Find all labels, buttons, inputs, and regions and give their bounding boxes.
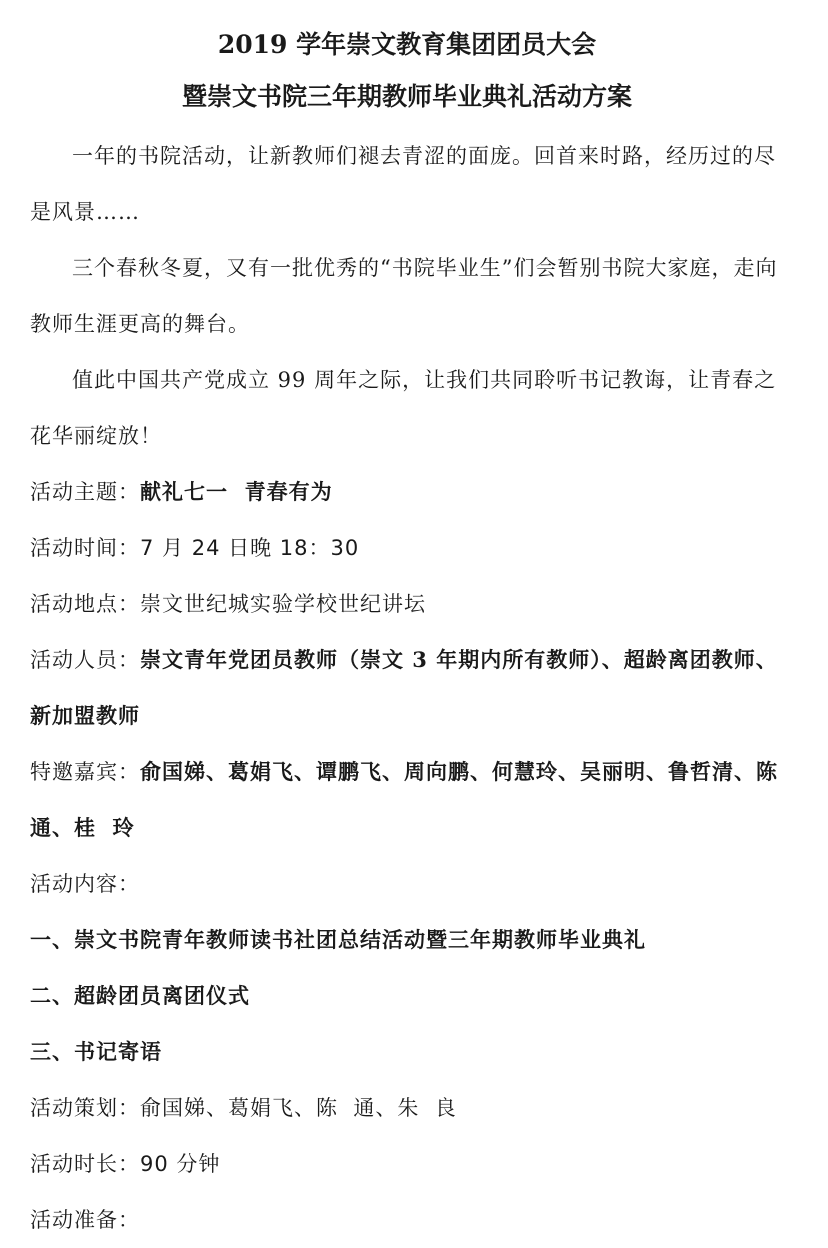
content-item-2: 二、超龄团员离团仪式	[30, 983, 250, 1008]
content-item-3: 三、书记寄语	[30, 1039, 162, 1064]
field-label: 活动主题：	[30, 480, 140, 504]
field-value: 崇文青年党团员教师（崇文 3 年期内所有教师）、超龄离团教师、新加盟教师	[30, 647, 778, 728]
field-label: 活动时间：	[30, 536, 140, 560]
field-value: 90 分钟	[140, 1152, 221, 1176]
field-people	[30, 632, 784, 744]
field-duration	[30, 1136, 784, 1192]
field-planner	[30, 1080, 784, 1136]
field-content	[30, 856, 784, 912]
intro-paragraph-2: 三个春秋冬夏，又有一批优秀的“书院毕业生”们会暂别书院大家庭，走向教师生涯更高的舞台。	[30, 256, 778, 336]
field-value: 献礼七一 青春有为	[140, 479, 333, 504]
field-time	[30, 520, 784, 576]
title-line-1: 2019 学年崇文教育集团团员大会	[217, 30, 597, 59]
field-prep	[30, 1192, 784, 1248]
field-value: 俞国娣、葛娟飞、谭鹏飞、周向鹏、何慧玲、吴丽明、鲁哲清、陈 通、桂 玲	[30, 759, 795, 840]
field-label: 活动人员：	[30, 648, 140, 672]
title-line-2: 暨崇文书院三年期教师毕业典礼活动方案	[181, 82, 632, 111]
field-value: 崇文世纪城实验学校世纪讲坛	[140, 592, 426, 616]
content-item-1: 一、崇文书院青年教师读书社团总结活动暨三年期教师毕业典礼	[30, 927, 646, 952]
field-theme	[30, 464, 784, 520]
intro-section	[30, 128, 784, 464]
field-label: 活动时长：	[30, 1152, 140, 1176]
field-guests	[30, 744, 795, 856]
field-label: 活动准备：	[30, 1208, 140, 1232]
field-label: 特邀嘉宾：	[30, 760, 140, 784]
intro-paragraph-1: 一年的书院活动，让新教师们褪去青涩的面庞。回首来时路，经历过的尽是风景……	[30, 144, 776, 224]
field-label: 活动内容：	[30, 872, 140, 896]
intro-paragraph-3: 值此中国共产党成立 99 周年之际，让我们共同聆听书记教诲，让青春之花华丽绽放！	[30, 368, 777, 448]
field-place	[30, 576, 784, 632]
field-value: 俞国娣、葛娟飞、陈 通、朱 良	[140, 1096, 457, 1120]
field-label: 活动策划：	[30, 1096, 140, 1120]
field-label: 活动地点：	[30, 592, 140, 616]
field-value: 7 月 24 日晚 18：30	[140, 536, 360, 560]
